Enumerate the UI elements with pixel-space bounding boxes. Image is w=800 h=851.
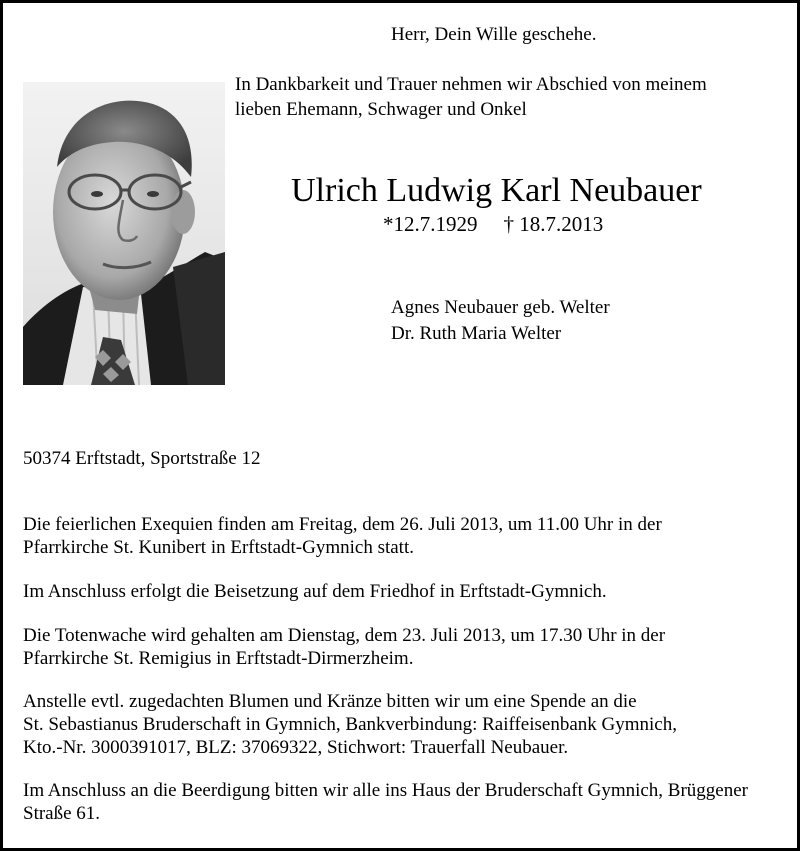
paragraph-donation [23, 690, 677, 759]
paragraph-line: Anstelle evtl. zugedachten Blumen und Kränze bitten wir um eine Spende an die [23, 691, 637, 712]
paragraph-line: Pfarrkirche St. Remigius in Erftstadt-Dirmerzheim. [23, 648, 414, 669]
portrait-photo [23, 82, 225, 385]
paragraph-reception [23, 779, 748, 825]
address: 50374 Erftstadt, Sportstraße 12 [23, 448, 261, 469]
paragraph-burial [23, 580, 607, 603]
intro-line-2: lieben Ehemann, Schwager und Onkel [235, 99, 527, 120]
death-date: † 18.7.2013 [503, 212, 604, 236]
paragraph-wake [23, 624, 665, 670]
paragraph-line: Die Totenwache wird gehalten am Dienstag, dem 23. Juli 2013, um 17.30 Uhr in der [23, 625, 666, 646]
prayer-line: Herr, Dein Wille geschehe. [391, 24, 597, 45]
mourner-1: Agnes Neubauer geb. Welter [391, 297, 610, 318]
birth-date: *12.7.1929 [383, 212, 478, 236]
intro-line-1: In Dankbarkeit und Trauer nehmen wir Abschied von meinem [235, 74, 707, 95]
paragraph-line: Die feierlichen Exequien finden am Freitag, dem 26. Juli 2013, um 11.00 Uhr in der [23, 514, 662, 535]
paragraph-line: Im Anschluss erfolgt die Beisetzung auf dem Friedhof in Erftstadt-Gymnich. [23, 581, 607, 602]
deceased-name: Ulrich Ludwig Karl Neubauer [291, 172, 702, 209]
life-dates [383, 212, 603, 236]
portrait-illustration [23, 82, 225, 385]
mourner-2: Dr. Ruth Maria Welter [391, 323, 562, 344]
paragraph-line: Straße 61. [23, 803, 101, 824]
paragraph-line: St. Sebastianus Bruderschaft in Gymnich, Bankverbindung: Raiffeisenbank Gymnich, [23, 714, 677, 735]
paragraph-service [23, 513, 662, 559]
paragraph-line: Kto.-Nr. 3000391017, BLZ: 37069322, Stichwort: Trauerfall Neubauer. [23, 737, 569, 758]
paragraph-line: Pfarrkirche St. Kunibert in Erftstadt-Gymnich statt. [23, 537, 414, 558]
paragraph-line: Im Anschluss an die Beerdigung bitten wir alle ins Haus der Bruderschaft Gymnich, Brüggener [23, 780, 748, 801]
